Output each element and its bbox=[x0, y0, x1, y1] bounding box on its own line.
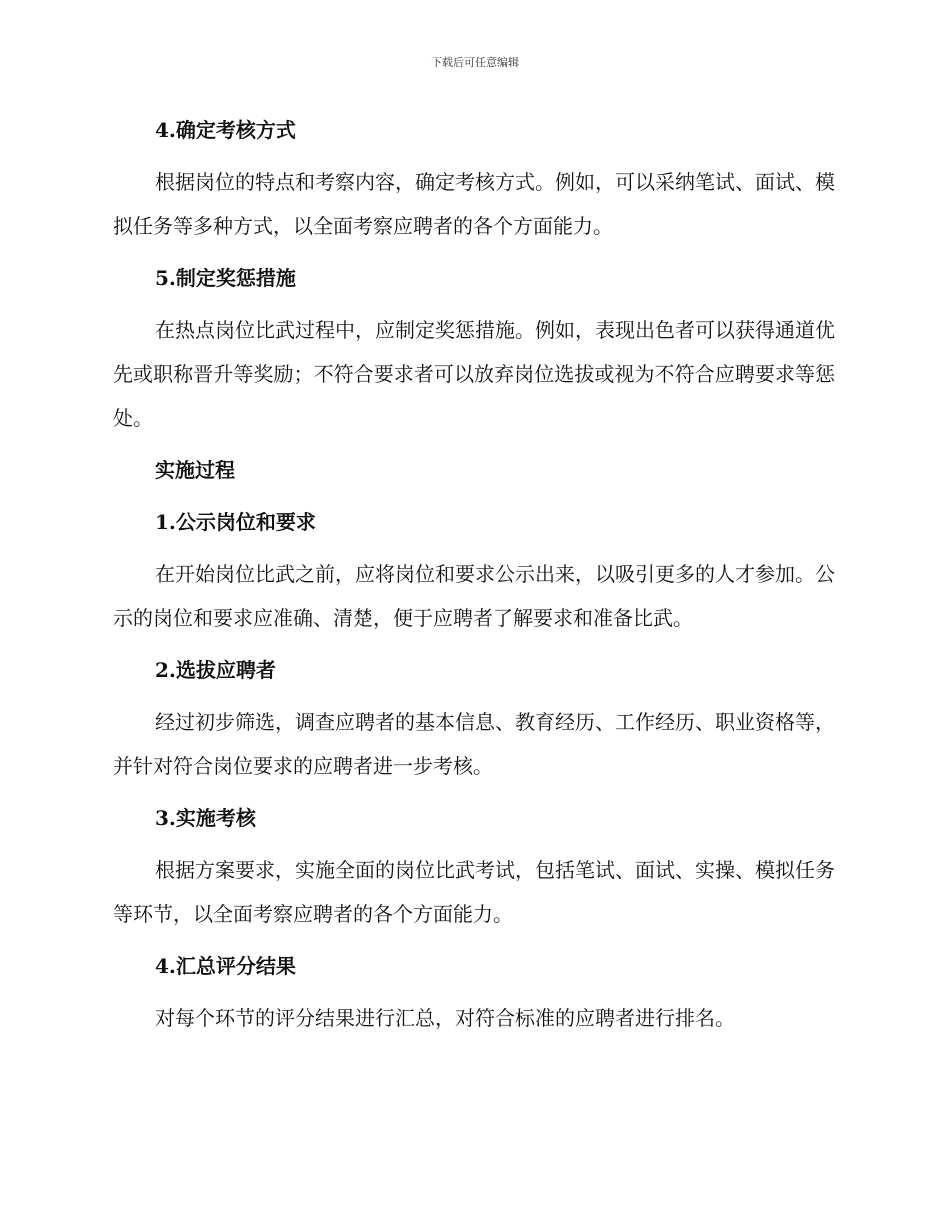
section-heading: 5.制定奖惩措施 bbox=[155, 266, 296, 290]
paragraph: 根据方案要求，实施全面的岗位比武考试，包括笔试、面试、实操、模拟任务等环节，以全面考察应聘者的各个方面能力。 bbox=[113, 858, 835, 926]
paragraph: 在开始岗位比武之前，应将岗位和要求公示出来，以吸引更多的人才参加。公示的岗位和要求应准确、清楚，便于应聘者了解要求和准备比武。 bbox=[113, 562, 835, 630]
section-heading: 4.汇总评分结果 bbox=[155, 954, 296, 978]
section-heading: 1.公示岗位和要求 bbox=[155, 510, 316, 534]
paragraph: 经过初步筛选，调查应聘者的基本信息、教育经历、工作经历、职业资格等，并针对符合岗位要求的应聘者进一步考核。 bbox=[113, 710, 835, 778]
section-heading: 2.选拔应聘者 bbox=[155, 658, 276, 682]
paragraph: 对每个环节的评分结果进行汇总，对符合标准的应聘者进行排名。 bbox=[155, 1006, 735, 1030]
paragraph: 在热点岗位比武过程中，应制定奖惩措施。例如，表现出色者可以获得通道优先或职称晋升等奖励；不符合要求者可以放弃岗位选拔或视为不符合应聘要求等惩处。 bbox=[113, 318, 835, 430]
document-body bbox=[113, 108, 835, 1048]
section-heading: 实施过程 bbox=[155, 458, 235, 482]
section-heading: 3.实施考核 bbox=[155, 806, 256, 830]
section-heading: 4.确定考核方式 bbox=[155, 118, 296, 142]
paragraph: 根据岗位的特点和考察内容，确定考核方式。例如，可以采纳笔试、面试、模拟任务等多种方式，以全面考察应聘者的各个方面能力。 bbox=[113, 170, 835, 238]
page-header-note: 下载后可任意编辑 bbox=[431, 56, 519, 69]
